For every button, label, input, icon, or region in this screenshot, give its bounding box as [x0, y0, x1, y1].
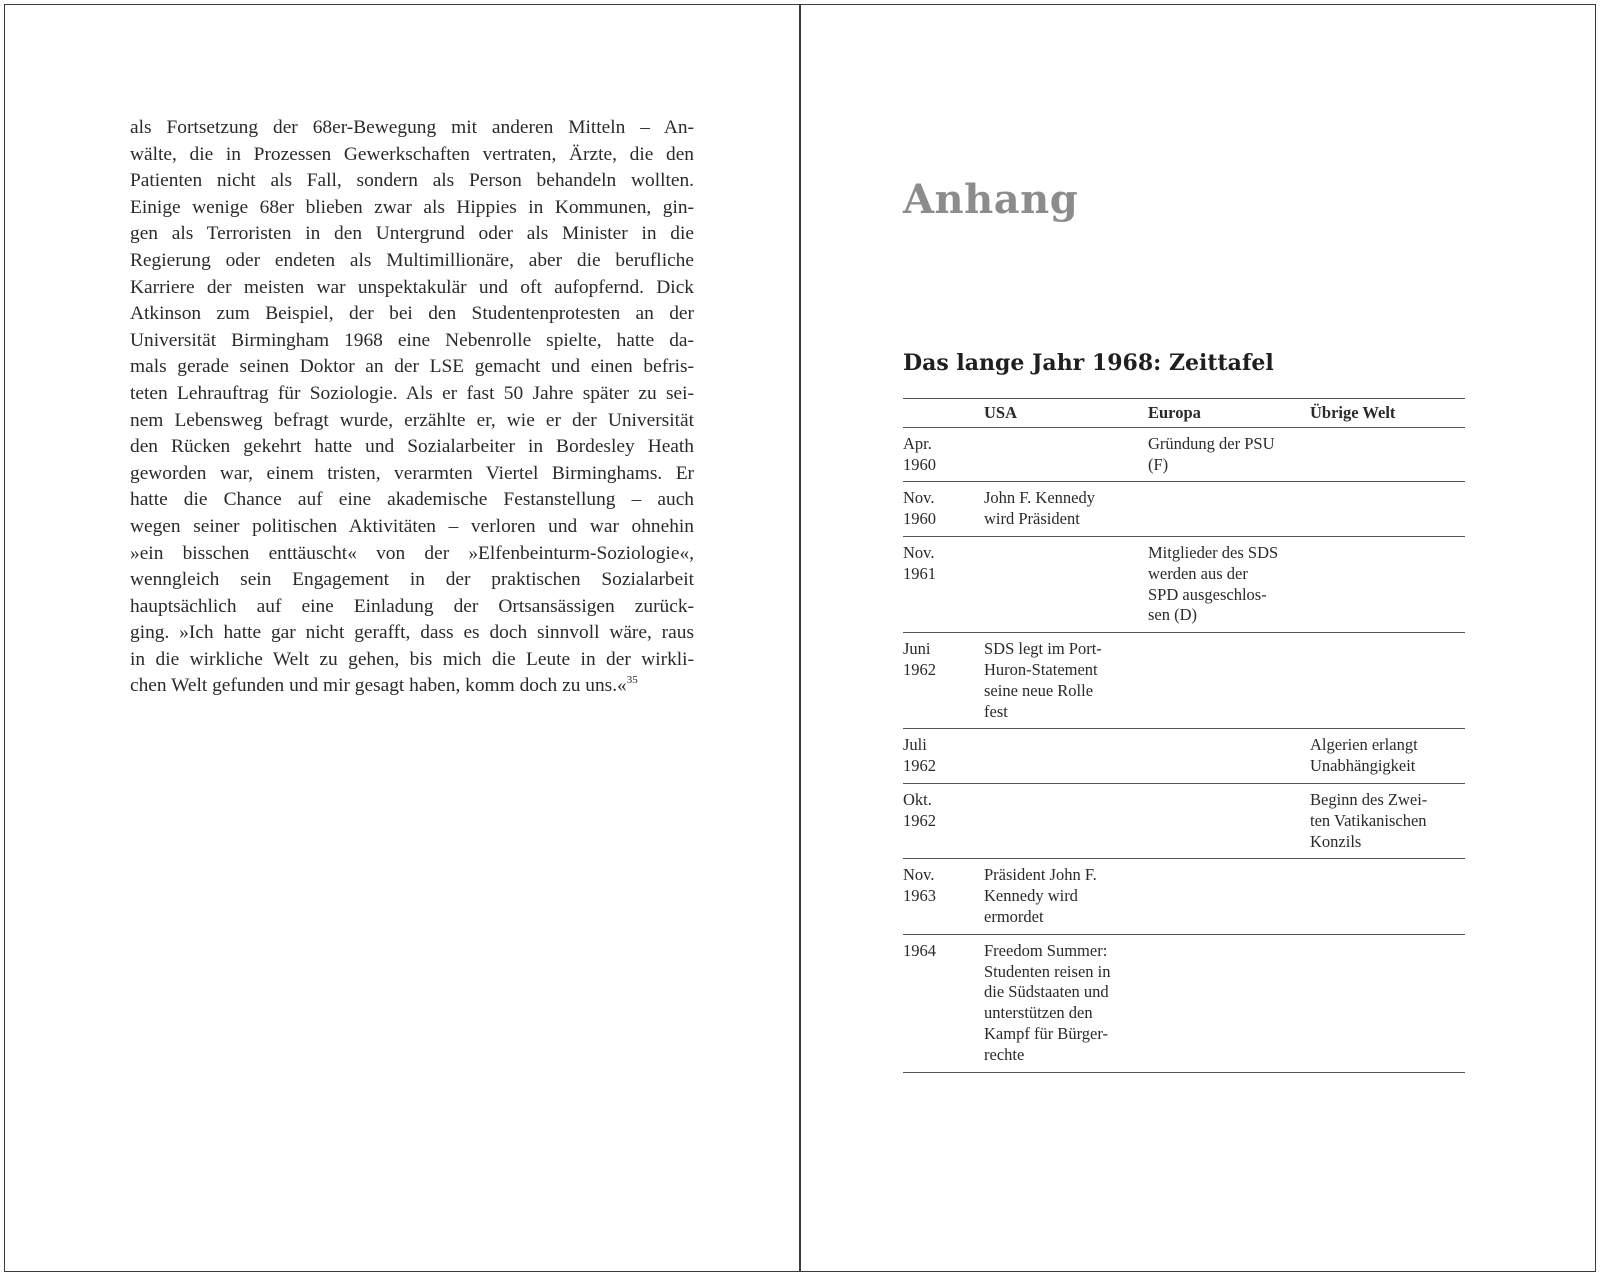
- text-line: [130, 248, 694, 275]
- chapter-title: Anhang: [903, 176, 1079, 223]
- text-line: [130, 221, 694, 248]
- text-line: [130, 275, 694, 302]
- text-line: [130, 408, 694, 435]
- section-title: Das lange Jahr 1968: Zeittafel: [903, 350, 1274, 376]
- text-line-content: teten Lehrauftrag für Soziologie. Als er fast 50 Jahre später zu sei-: [130, 382, 694, 404]
- text-line-content: Patienten nicht als Fall, sondern als Person behandeln wollten.: [130, 170, 694, 192]
- cell-text: Freedom Summer: Studenten reisen in die Südstaaten und unterstützen den Kampf für Bürger- rechte: [984, 940, 1111, 1064]
- cell-europa: [1148, 783, 1310, 858]
- text-line: [130, 541, 694, 568]
- cell-date: [903, 482, 984, 537]
- cell-text: Apr. 1960: [903, 433, 936, 474]
- right-page: [798, 0, 1592, 1276]
- table-row: [903, 633, 1465, 729]
- text-line: [130, 487, 694, 514]
- text-line-content: ging. »Ich hatte gar nicht gerafft, dass es doch sinnvoll wäre, raus: [130, 622, 694, 644]
- header-usa: USA: [984, 399, 1148, 428]
- text-line-content: den Rücken gekehrt hatte und Sozialarbeiter in Bordesley Heath: [130, 436, 694, 458]
- text-line: [130, 673, 694, 700]
- cell-text: 1964: [903, 940, 936, 960]
- cell-text: Nov. 1963: [903, 865, 936, 906]
- cell-world: [1310, 729, 1465, 784]
- text-line: [130, 354, 694, 381]
- cell-text: Nov. 1960: [903, 488, 936, 529]
- table-row: [903, 536, 1465, 632]
- cell-text: SDS legt im Port- Huron-Statement seine neue Rolle fest: [984, 639, 1102, 721]
- table-row: [903, 859, 1465, 934]
- cell-usa: [984, 427, 1148, 482]
- text-line: [130, 381, 694, 408]
- timeline-table: [903, 398, 1465, 1073]
- cell-date: [903, 783, 984, 858]
- text-line-content: Regierung oder endeten als Multimillionäre, aber die berufliche: [130, 249, 694, 271]
- cell-world: [1310, 633, 1465, 729]
- text-line: [130, 168, 694, 195]
- cell-europa: [1148, 729, 1310, 784]
- cell-text: Juli 1962: [903, 735, 936, 776]
- text-line-content: wegen seiner politischen Aktivitäten – verloren und war ohnehin: [130, 515, 694, 537]
- text-line-content: in die wirkliche Welt zu gehen, bis mich die Leute in der wirkli-: [130, 648, 694, 670]
- cell-usa: [984, 934, 1148, 1072]
- cell-text: Algerien erlangt Unabhängigkeit: [1310, 735, 1418, 776]
- text-line-content: mals gerade seinen Doktor an der LSE gemacht und einen befris-: [130, 356, 694, 378]
- text-line: [130, 594, 694, 621]
- table-row: [903, 427, 1465, 482]
- table-row: [903, 729, 1465, 784]
- cell-europa: [1148, 859, 1310, 934]
- text-line: [130, 514, 694, 541]
- cell-world: [1310, 934, 1465, 1072]
- cell-europa: [1148, 934, 1310, 1072]
- cell-usa: [984, 536, 1148, 632]
- cell-text: Okt. 1962: [903, 789, 936, 830]
- text-line-content: »ein bisschen enttäuscht« von der »Elfenbeinturm-Soziologie«,: [130, 542, 694, 564]
- text-line: [130, 142, 694, 169]
- text-line-content: geworden war, einem tristen, verarmten Viertel Birminghams. Er: [130, 462, 694, 484]
- cell-world: [1310, 427, 1465, 482]
- cell-text: Juni 1962: [903, 639, 936, 679]
- cell-world: [1310, 783, 1465, 858]
- table-row: [903, 934, 1465, 1072]
- text-line-content: Atkinson zum Beispiel, der bei den Studentenprotesten an der: [130, 303, 694, 325]
- text-line: [130, 115, 694, 142]
- cell-text: Präsident John F. Kennedy wird ermordet: [984, 865, 1097, 926]
- cell-europa: [1148, 427, 1310, 482]
- cell-date: [903, 859, 984, 934]
- header-world: Übrige Welt: [1310, 399, 1465, 428]
- text-line-content: hauptsächlich auf eine Einladung der Ortsansässigen zurück-: [130, 595, 694, 617]
- body-text: [130, 115, 694, 700]
- cell-usa: [984, 783, 1148, 858]
- cell-europa: [1148, 633, 1310, 729]
- text-line-content: gen als Terroristen in den Untergrund oder als Minister in die: [130, 223, 694, 245]
- cell-usa: [984, 729, 1148, 784]
- cell-text: Gründung der PSU (F): [1148, 433, 1275, 474]
- text-line: [130, 301, 694, 328]
- text-line: [130, 567, 694, 594]
- text-line: [130, 620, 694, 647]
- cell-usa: [984, 482, 1148, 537]
- cell-usa: [984, 859, 1148, 934]
- cell-world: [1310, 536, 1465, 632]
- cell-date: [903, 729, 984, 784]
- cell-text: Nov. 1961: [903, 542, 936, 583]
- table-header-row: [903, 399, 1465, 428]
- footnote-ref[interactable]: 35: [626, 674, 638, 687]
- text-line: [130, 434, 694, 461]
- cell-europa: [1148, 536, 1310, 632]
- text-line: [130, 195, 694, 222]
- cell-text: Mitglieder des SDS werden aus der SPD ausgeschlos- sen (D): [1148, 542, 1279, 625]
- header-europa: Europa: [1148, 399, 1310, 428]
- cell-date: [903, 633, 984, 729]
- text-line-content: chen Welt gefunden und mir gesagt haben, komm doch zu uns.«: [130, 675, 627, 697]
- cell-world: [1310, 859, 1465, 934]
- text-line-content: Karriere der meisten war unspektakulär und oft aufopfernd. Dick: [130, 276, 694, 298]
- text-line: [130, 647, 694, 674]
- text-line-content: Universität Birmingham 1968 eine Nebenrolle spielte, hatte da-: [130, 329, 694, 351]
- cell-date: [903, 934, 984, 1072]
- header-date: [903, 399, 984, 428]
- left-page: [0, 0, 796, 1276]
- text-line-content: hatte die Chance auf eine akademische Festanstellung – auch: [130, 489, 694, 511]
- cell-text: John F. Kennedy wird Präsident: [984, 488, 1095, 529]
- cell-world: [1310, 482, 1465, 537]
- text-line-content: wenngleich sein Engagement in der praktischen Sozialarbeit: [130, 569, 694, 591]
- table-row: [903, 783, 1465, 858]
- text-line: [130, 461, 694, 488]
- cell-europa: [1148, 482, 1310, 537]
- text-line-content: wälte, die in Prozessen Gewerkschaften vertraten, Ärzte, die den: [130, 143, 694, 165]
- cell-usa: [984, 633, 1148, 729]
- text-line-content: Einige wenige 68er blieben zwar als Hippies in Kommunen, gin-: [130, 196, 694, 218]
- cell-text: Beginn des Zwei- ten Vatikanischen Konzils: [1310, 789, 1428, 851]
- text-line-content: als Fortsetzung der 68er-Bewegung mit anderen Mitteln – An-: [130, 117, 694, 138]
- table-row: [903, 482, 1465, 537]
- cell-date: [903, 536, 984, 632]
- text-line: [130, 328, 694, 355]
- cell-date: [903, 427, 984, 482]
- text-line-content: nem Lebensweg befragt wurde, erzählte er, wie er der Universität: [130, 409, 694, 431]
